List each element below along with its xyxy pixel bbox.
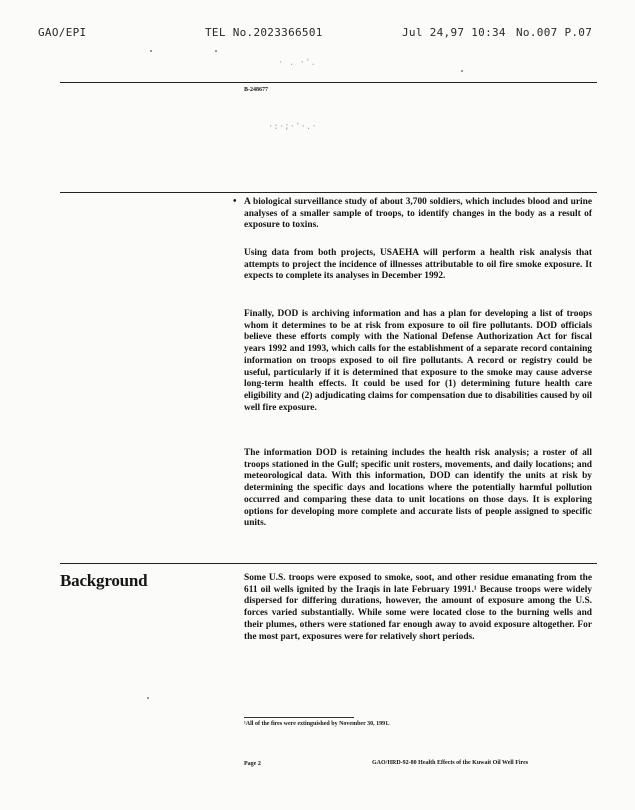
fax-date-time: Jul 24,97 10:34	[402, 26, 506, 39]
section-rule	[60, 192, 597, 193]
paragraph-background: Some U.S. troops were exposed to smoke, soot, and other residue emanating from the 611 oil wells ignited by the Iraqis in late February 1991.¹ Because troops were widely dispersed for differing durations, however, the amount of exposure among the U.S. forces varied substantially. While some were located close to the burning wells and their plumes, others were stationed far enough away to avoid exposure altogether. For the most part, exposures were for relatively short periods.	[244, 573, 592, 642]
section-heading-background: Background	[60, 571, 148, 590]
bullet-marker: •	[233, 196, 237, 207]
paragraph-archiving: Finally, DOD is archiving information and has a plan for developing a list of troops whom it determines to be at risk from exposure to oil fire pollutants. DOD officials believe these efforts comply with the National Defense Authorization Act for fiscal years 1992 and 1993, which calls for the establishment of a separate record containing information on troops exposed to oil fire pollutants. A record or registry could be useful, particularly if it is determined that exposure to the smoke may cause adverse long-term health effects. It could be used for (1) determining future health care eligibility and (2) adjudicating claims for compensation due to disabilities caused by oil well fire exposure.	[244, 309, 592, 413]
report-identifier: GAO/HRD-92-80 Health Effects of the Kuwait Oil Well Fires	[372, 760, 529, 766]
fax-page-number: No.007 P.07	[516, 26, 593, 39]
fax-sender: GAO/EPI	[38, 26, 87, 39]
fax-telephone: TEL No.2023366501	[205, 26, 323, 39]
bullet-text: A biological surveillance study of about 3,700 soldiers, which includes blood and urine analyses of a smaller sample of troops, to identify changes in the body as a result of exposure to toxins.	[244, 197, 592, 231]
scan-smudge: · . ·'.	[278, 58, 316, 68]
document-number: B-248677	[244, 87, 268, 93]
paragraph-health-risk: Using data from both projects, USAEHA will perform a health risk analysis that attempts to project the incidence of illnesses attributable to oil fire smoke exposure. It expects to complete its analyses in December 1992.	[244, 248, 592, 282]
section-rule	[60, 563, 597, 564]
scan-speck	[215, 50, 217, 52]
scan-smudge: ·:·;·'·.·	[268, 122, 317, 132]
header-rule	[60, 82, 597, 83]
footnote: ¹All of the fires were extinguished by November 30, 1991.	[244, 721, 390, 727]
scan-speck	[150, 50, 152, 52]
paragraph-information: The information DOD is retaining includes the health risk analysis; a roster of all troops stationed in the Gulf; specific unit rosters, movements, and daily locations; and meteorological data. With this information, DOD can identify the units at risk by determining the specific days and locations where the potentially harmful pollution occurred and comparing these data to unit locations on those days. It is exploring options for developing more complete and accurate lists of people assigned to specific units.	[244, 448, 592, 529]
footnote-rule	[244, 717, 354, 718]
scan-speck	[461, 70, 463, 72]
scan-speck	[147, 697, 149, 699]
page-number: Page 2	[244, 761, 261, 767]
